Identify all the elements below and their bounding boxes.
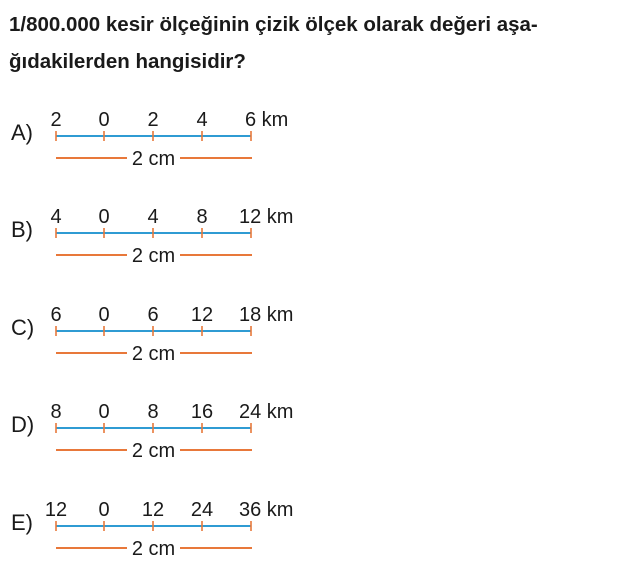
tick-label: 12 km [239,206,294,228]
length-label: 2 cm [131,148,176,170]
line-scale [0,390,633,488]
option-letter: A) [11,120,33,145]
tick-label: 4 [50,206,62,228]
tick-label: 0 [98,401,110,423]
tick-label: 18 km [239,304,294,326]
tick-label: 2 [50,109,62,131]
tick-label: 4 [147,206,159,228]
option-e[interactable] [0,488,633,586]
tick-label: 12 [190,304,214,326]
tick-label: 12 [44,499,68,521]
length-label: 2 cm [131,538,176,560]
tick-label: 12 [141,499,165,521]
option-a[interactable] [0,98,633,196]
line-scale [0,293,633,391]
tick-label: 36 km [239,499,294,521]
question-text [9,6,624,80]
line-scale [0,488,633,586]
tick-label: 4 [196,109,208,131]
tick-label: 24 km [239,401,294,423]
question-line-2: ğıdakilerden hangisidir? [9,50,246,73]
tick-label: 8 [196,206,208,228]
tick-label: 2 [147,109,159,131]
tick-label: 24 [190,499,214,521]
length-label: 2 cm [131,245,176,267]
option-d[interactable] [0,390,633,488]
length-label: 2 cm [131,343,176,365]
tick-label: 0 [98,304,110,326]
option-b[interactable] [0,195,633,293]
question-line-1: 1/800.000 kesir ölçeğinin çizik ölçek olarak değeri aşa- [9,13,538,36]
option-c[interactable] [0,293,633,391]
tick-label: 16 [190,401,214,423]
tick-label: 8 [147,401,159,423]
tick-label: 8 [50,401,62,423]
tick-label: 6 [147,304,159,326]
tick-label: 0 [98,109,110,131]
length-label: 2 cm [131,440,176,462]
option-letter: C) [11,315,35,340]
line-scale [0,98,633,196]
tick-label: 0 [98,206,110,228]
option-letter: B) [11,217,33,242]
option-letter: E) [11,510,33,535]
tick-label: 0 [98,499,110,521]
option-letter: D) [11,412,35,437]
line-scale [0,195,633,293]
tick-label: 6 [50,304,62,326]
tick-label: 6 km [245,109,289,131]
